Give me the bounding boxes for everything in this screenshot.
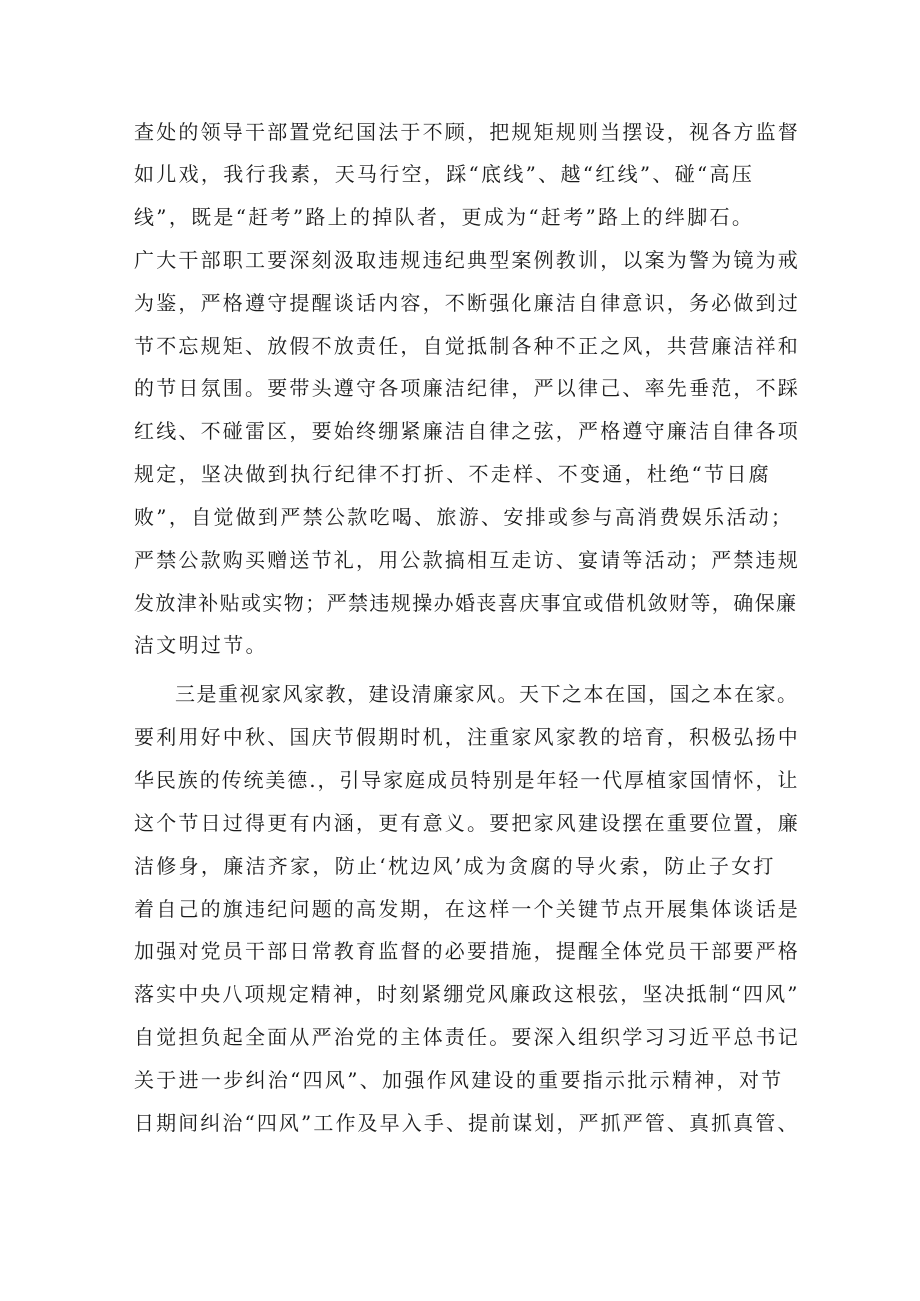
paragraph-first-line: 三是重视家风家教，建设清廉家风。天下之本在国，国之本在家。 [175,682,799,706]
text-line: 自觉担负起全面从严治党的主体责任。要深入组织学习习近平总书记 [134,1025,800,1049]
text-line: 查处的领导干部置党纪国法于不顾，把规矩规则当摆设，视各方监督 [134,120,800,144]
text-line: 广大干部职工要深刻汲取违规违纪典型案例教训，以案为警为镜为戒 [134,248,800,272]
text-line: 节不忘规矩、放假不放责任，自觉抵制各种不正之风，共营廉洁祥和 [134,334,800,358]
text-line: 败”，自觉做到严禁公款吃喝、旅游、安排或参与高消费娱乐活动； [134,505,794,529]
text-line: 为鉴，严格遵守提醒谈话内容，不断强化廉洁自律意识，务必做到过 [134,291,800,315]
text-line: 的节日氛围。要带头遵守各项廉洁纪律，严以律己、率先垂范，不踩 [134,376,800,400]
text-line: 发放津补贴或实物；严禁违规操办婚丧喜庆事宜或借机敛财等，确保廉 [134,591,798,615]
text-line: 着自己的旗违纪问题的高发期，在这样一个关键节点开展集体谈话是 [134,897,800,921]
text-line: 加强对党员干部日常教育监督的必要措施，提醒全体党员干部要严格 [134,939,800,963]
text-line: 日期间纠治“四风”工作及早入手、提前谋划，严抓严管、真抓真管、 [134,1111,800,1135]
text-line: 落实中央八项规定精神，时刻紧绷党风廉政这根弦，坚决抵制“四风” [134,982,800,1006]
text-line: 线”，既是“赶考”路上的掉队者，更成为“赶考”路上的绊脚石。 [134,205,755,229]
text-line: 这个节日过得更有内涵，更有意义。要把家风建设摆在重要位置，廉 [134,811,800,835]
text-line: 要利用好中秋、国庆节假期时机，注重家风家教的培育，积极弘扬中 [134,725,800,749]
text-line: 如儿戏，我行我素，天马行空，踩“底线”、越“红线”、碰“高压 [134,162,755,186]
text-line: 红线、不碰雷区，要始终绷紧廉洁自律之弦，严格遵守廉洁自律各项 [134,419,800,443]
text-line: 规定，坚决做到执行纪律不打折、不走样、不变通，杜绝“节日腐 [134,462,771,486]
text-line: 关于进一步纠治“四风”、加强作风建设的重要指示批示精神，对节 [134,1068,784,1092]
text-line: 洁修身，廉洁齐家，防止‘枕边风’成为贪腐的导火索，防止子女打 [134,854,776,878]
text-line: 洁文明过节。 [134,633,268,657]
text-line: 严禁公款购买赠送节礼，用公款搞相互走访、宴请等活动；严禁违规 [134,548,800,572]
text-line: 华民族的传统美德.，引导家庭成员特别是年轻一代厚植家国情怀，让 [134,768,800,792]
